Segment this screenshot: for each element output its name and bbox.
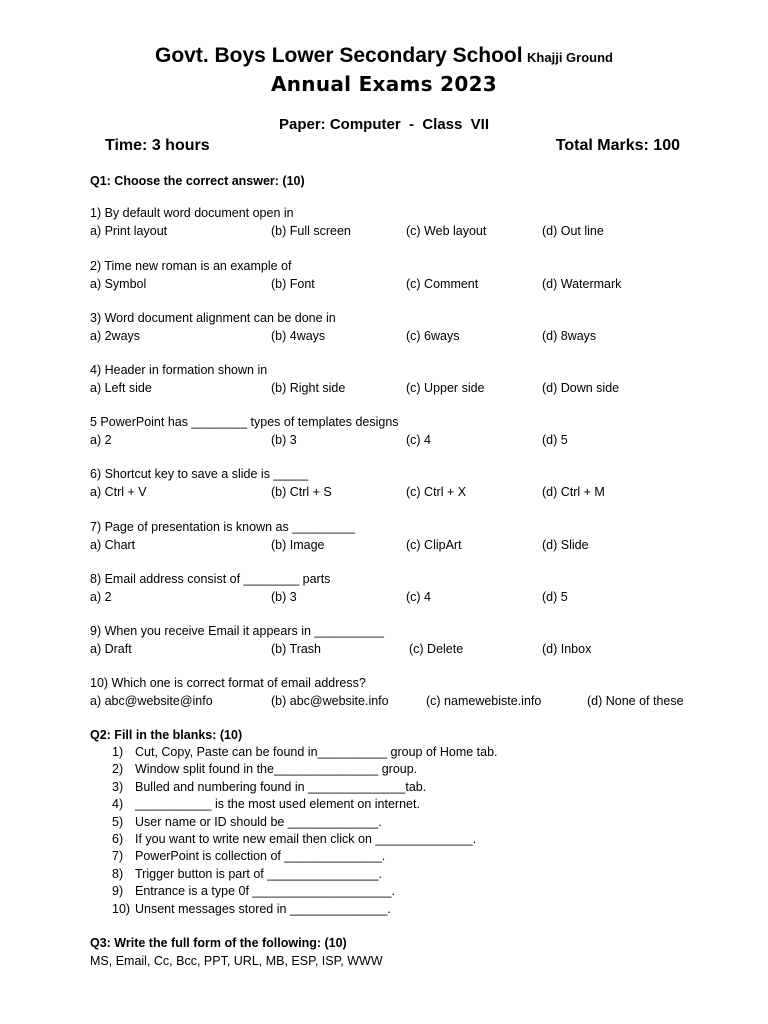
item-number: 1): [112, 745, 124, 759]
item-text: PowerPoint is collection of ______________.: [135, 849, 386, 864]
list-item: [112, 902, 498, 919]
exam-title: Annual Exams 2023: [270, 72, 498, 96]
list-item: [112, 762, 498, 779]
mcq-question: 9) When you receive Email it appears in __________: [90, 624, 384, 638]
mcq-option-b: (b) 4ways: [271, 329, 326, 343]
mcq-option-b: (b) Image: [271, 538, 325, 552]
item-text: Entrance is a type 0f ____________________.: [135, 884, 395, 899]
item-number: 2): [112, 762, 124, 777]
mcq-question: 5 PowerPoint has ________ types of templates designs: [90, 415, 399, 429]
item-number: 4): [112, 797, 124, 812]
item-text: Unsent messages stored in ______________.: [135, 901, 391, 916]
school-header: [0, 44, 768, 68]
item-text: Bulled and numbering found in ______________tab.: [135, 779, 427, 794]
item-text: If you want to write new email then click on ______________.: [135, 831, 477, 846]
mcq-option-b: (b) 3: [271, 433, 297, 447]
mcq-option-a: a) Draft: [90, 642, 132, 656]
mcq-option-d: (d) Slide: [542, 538, 589, 552]
mcq-option-a: a) 2: [90, 433, 112, 447]
item-text: ___________ is the most used element on internet.: [135, 797, 420, 812]
mcq-question: 6) Shortcut key to save a slide is _____: [90, 467, 309, 481]
item-number: 8): [112, 866, 124, 881]
mcq-question: 1) By default word document open in: [90, 206, 294, 220]
mcq-question: 3) Word document alignment can be done in: [90, 311, 336, 325]
mcq-option-d: (d) Down side: [542, 381, 620, 395]
total-marks: Total Marks: 100: [555, 137, 680, 154]
mcq-option-a: a) Symbol: [90, 277, 147, 291]
list-item: [112, 884, 498, 901]
mcq-option-d: (d) 5: [542, 590, 568, 604]
mcq-option-d: (d) 8ways: [542, 329, 597, 343]
mcq-option-c: (c) Web layout: [406, 224, 487, 238]
exam-time: Time: 3 hours: [105, 137, 210, 154]
mcq-option-a: a) Chart: [90, 538, 136, 552]
list-item: [112, 797, 498, 814]
school-name: Govt. Boys Lower Secondary School: [155, 44, 523, 67]
mcq-question: 8) Email address consist of ________ parts: [90, 572, 331, 586]
mcq-option-b: (b) Full screen: [271, 224, 351, 238]
item-text: User name or ID should be _____________.: [135, 814, 382, 829]
mcq-option-d: (d) 5: [542, 433, 568, 447]
list-item: [112, 815, 498, 832]
item-text: Cut, Copy, Paste can be found in__________ group of Home tab.: [135, 745, 498, 759]
mcq-option-b: (b) Trash: [271, 642, 322, 656]
mcq-option-b: (b) Ctrl + S: [271, 485, 332, 499]
mcq-option-a: a) Left side: [90, 381, 152, 395]
item-number: 10): [112, 901, 131, 916]
item-number: 9): [112, 884, 124, 899]
item-number: 7): [112, 849, 124, 864]
mcq-option-d: (d) Inbox: [542, 642, 592, 656]
q2-heading: Q2: Fill in the blanks: (10): [90, 728, 243, 742]
mcq-option-c: (c) Ctrl + X: [406, 485, 467, 499]
mcq-option-b: (b) Right side: [271, 381, 346, 395]
mcq-question: 4) Header in formation shown in: [90, 363, 268, 377]
mcq-option-c: (c) ClipArt: [406, 538, 462, 552]
mcq-option-a: a) abc@website@info: [90, 694, 213, 708]
mcq-option-a: a) 2: [90, 590, 112, 604]
item-text: Trigger button is part of ________________.: [135, 866, 382, 881]
mcq-option-a: a) Print layout: [90, 224, 168, 238]
list-item: [112, 849, 498, 866]
mcq-option-c: (c) 4: [406, 590, 431, 604]
item-number: 5): [112, 814, 124, 829]
mcq-option-d: (d) None of these: [587, 694, 684, 708]
mcq-option-b: (b) 3: [271, 590, 297, 604]
item-text: Window split found in the_______________ group.: [135, 762, 418, 777]
paper-subject: Paper: Computer - Class VII: [278, 116, 490, 133]
mcq-option-c: (c) 6ways: [406, 329, 460, 343]
mcq-option-b: (b) abc@website.info: [271, 694, 389, 708]
q3-heading: Q3: Write the full form of the following: (10): [90, 936, 347, 950]
mcq-option-d: (d) Watermark: [542, 277, 622, 291]
mcq-question: 7) Page of presentation is known as _________: [90, 520, 355, 534]
mcq-option-b: (b) Font: [271, 277, 315, 291]
mcq-option-a: a) 2ways: [90, 329, 141, 343]
item-number: 3): [112, 779, 124, 794]
list-item: [112, 745, 498, 762]
mcq-option-c: (c) Comment: [406, 277, 479, 291]
mcq-option-c: (c) 4: [406, 433, 431, 447]
q3-terms: MS, Email, Cc, Bcc, PPT, URL, MB, ESP, ISP, WWW: [90, 954, 383, 968]
mcq-option-c: (c) Upper side: [406, 381, 485, 395]
mcq-question: 10) Which one is correct format of email address?: [90, 676, 366, 690]
mcq-option-c: (c) Delete: [409, 642, 464, 656]
list-item: [112, 867, 498, 884]
fill-blanks-list: [112, 745, 498, 919]
school-location: Khajji Ground: [527, 50, 613, 65]
list-item: [112, 832, 498, 849]
mcq-option-a: a) Ctrl + V: [90, 485, 147, 499]
mcq-option-d: (d) Ctrl + M: [542, 485, 605, 499]
mcq-question: 2) Time new roman is an example of: [90, 259, 292, 273]
mcq-option-d: (d) Out line: [542, 224, 604, 238]
item-number: 6): [112, 831, 124, 846]
q1-heading: Q1: Choose the correct answer: (10): [90, 174, 305, 188]
list-item: [112, 780, 498, 797]
mcq-option-c: (c) namewebiste.info: [426, 694, 542, 708]
